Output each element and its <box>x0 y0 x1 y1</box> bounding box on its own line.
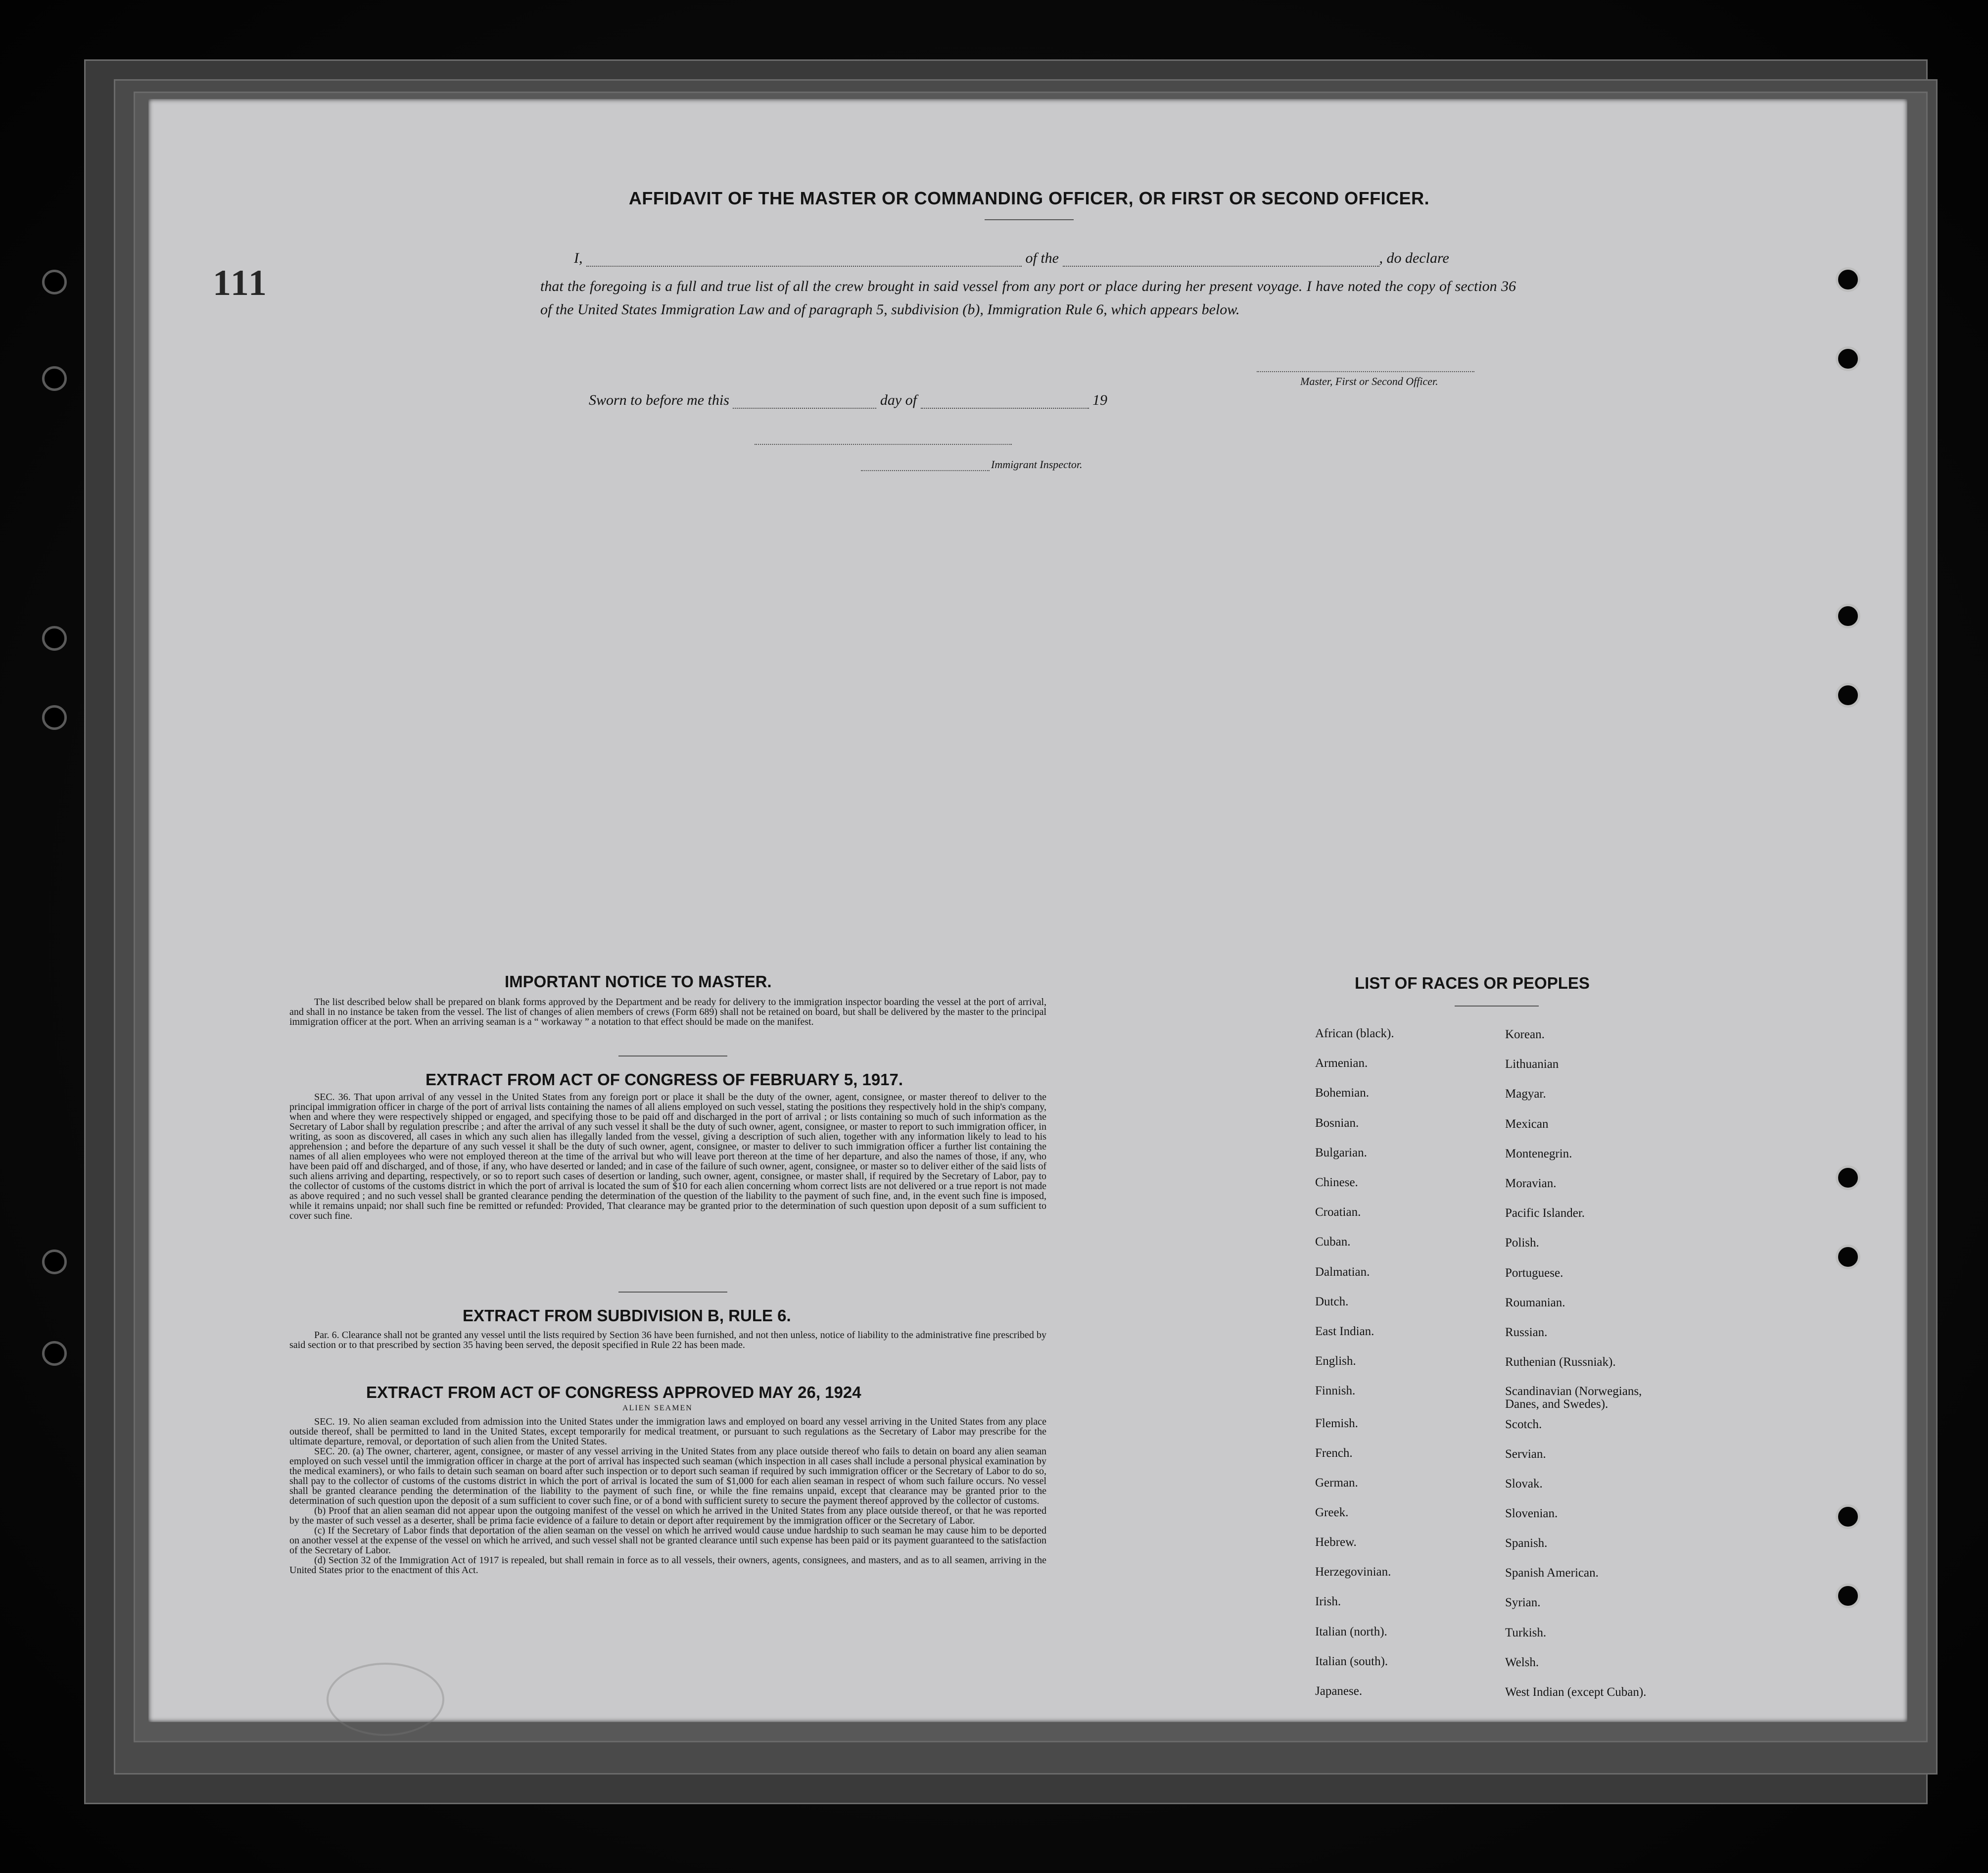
race-item: Lithuanian <box>1505 1057 1559 1071</box>
binder-hole <box>1836 346 1860 371</box>
race-item: Bosnian. <box>1315 1116 1359 1130</box>
sworn-line <box>589 392 1107 409</box>
race-item: Dutch. <box>1315 1295 1349 1308</box>
notice-text <box>289 997 1046 1027</box>
race-item: Italian (north). <box>1315 1625 1387 1638</box>
binder-hole <box>1836 267 1860 292</box>
extract-1924-paragraph: SEC. 19. No alien seaman excluded from admission into the United States under the immigration laws and employed on board any vessel arriving in the United States from any place outside thereof, shall be permitted to land in the United States, except temporarily for medical treatment, or pursuant to such regulations as the Secretary of Labor may prescribe for the ultimate departure, removal, or deportation of such alien from the United States. <box>289 1416 1046 1447</box>
binder-hole <box>1836 1245 1860 1269</box>
race-item: African (black). <box>1315 1027 1394 1040</box>
extract-1924-paragraph: (d) Section 32 of the Immigration Act of 1917 is repealed, but shall remain in force as to all vessels, their owners, agents, consignees, and masters, and as to all seamen, arriving in the United States prior to the enactment of this Act. <box>289 1555 1046 1576</box>
race-item: West Indian (except Cuban). <box>1505 1685 1647 1699</box>
races-title: LIST OF RACES OR PEOPLES <box>1355 974 1590 992</box>
day-of-label: day of <box>880 392 917 408</box>
name-blank <box>586 252 1022 267</box>
race-item: Welsh. <box>1505 1656 1539 1669</box>
race-item: Cuban. <box>1315 1235 1351 1249</box>
affidavit-declare-line <box>574 250 1449 267</box>
extract-1924-title: EXTRACT FROM ACT OF CONGRESS APPROVED MAY 26, 1924 <box>366 1383 861 1401</box>
binder-hole <box>1836 683 1860 708</box>
race-item: Dalmatian. <box>1315 1265 1370 1279</box>
race-item: Moravian. <box>1505 1177 1557 1190</box>
race-item: Chinese. <box>1315 1176 1358 1189</box>
notice-title: IMPORTANT NOTICE TO MASTER. <box>505 972 772 991</box>
extract-1924-paragraph: (c) If the Secretary of Labor finds that deportation of the alien seaman on the vessel on which he arrived would cause undue hardship to such seaman he may cause him to be deported on another vessel at the expense of the vessel on which he arrived, and such vessel shall not be granted clearance until such expense has been paid or its payment guaranteed to the satisfaction of the Secretary of Labor. <box>289 1525 1046 1556</box>
race-item: Korean. <box>1505 1028 1545 1041</box>
affidavit-title: AFFIDAVIT OF THE MASTER OR COMMANDING OFFICER, OR FIRST OR SECOND OFFICER. <box>628 188 1430 208</box>
binder-hole <box>42 705 67 730</box>
race-item: Polish. <box>1505 1236 1539 1249</box>
vessel-blank <box>1063 252 1379 267</box>
race-item: Herzegovinian. <box>1315 1565 1391 1579</box>
notice-paragraph: The list described below shall be prepared on blank forms approved by the Department and be ready for delivery to the immigration inspector boarding the vessel at the port of arrival, and shall in no instance be taken from the vessel. The list of changes of alien members of crews (Form 689) shall not be retained on board, but shall be delivered by the master to the principal immigration officer at the port. When an arriving seaman is a “ workaway ” a notation to that effect should be made on the manifest. <box>289 997 1046 1027</box>
binder-hole <box>1836 1165 1860 1190</box>
race-item: German. <box>1315 1476 1358 1489</box>
affidavit-paragraph: that the foregoing is a full and true list of all the crew brought in said vessel from any port or place during her present voyage. I have noted the copy of section 36 of the United States Immigration Law and of paragraph 5, subdivision (b), Immigration Rule 6, which appears below. <box>540 278 1516 318</box>
race-item: Flemish. <box>1315 1417 1358 1430</box>
divider <box>985 219 1074 220</box>
extract-rule6-title: EXTRACT FROM SUBDIVISION B, RULE 6. <box>463 1306 791 1325</box>
extract-rule6-text <box>289 1330 1046 1350</box>
master-signature-line <box>1257 370 1474 372</box>
affidavit-of-the-label: of the <box>1025 250 1059 266</box>
race-item: Bulgarian. <box>1315 1146 1367 1159</box>
extract-1917-title: EXTRACT FROM ACT OF CONGRESS OF FEBRUARY 5, 1917. <box>426 1070 903 1089</box>
affidavit-do-declare-label: , do declare <box>1379 250 1449 266</box>
extract-1924-paragraph: SEC. 20. (a) The owner, charterer, agent, consignee, or master of any vessel arriving in the United States from any place outside thereof who fails to detain on board any alien seaman employed on such vessel until the immigration officer in charge at the port of arrival has inspected such seaman (which inspection in all cases shall include a personal physical examination by the medical examiners), or who fails to detain such seaman on board after such inspection or to deport such seaman if required by such immigration officer or the Secretary of Labor to do so, shall pay to the collector of customs of the customs district in which the port of arrival is located the sum of $1,000 for each alien seaman in respect of whom such failure occurs. No vessel shall be granted clearance pending the determination of the liability to the payment of such fine, or while the fine remains unpaid, except that clearance may be granted prior to the determination of such question upon the deposit of a sum sufficient to cover such fine, or of a bond with sufficient surety to secure the payment thereof approved by the collector of customs. <box>289 1446 1046 1506</box>
extract-1917-text <box>289 1092 1046 1221</box>
binder-hole <box>42 366 67 391</box>
extract-1924-text <box>289 1417 1046 1575</box>
race-item: Scandinavian (Norwegians, Danes, and Swedes). <box>1505 1385 1642 1411</box>
race-item: Spanish American. <box>1505 1566 1599 1580</box>
race-item: Spanish. <box>1505 1537 1548 1550</box>
race-item: Pacific Islander. <box>1505 1206 1585 1220</box>
master-caption: Master, First or Second Officer. <box>1300 375 1438 387</box>
race-item: Hebrew. <box>1315 1536 1357 1549</box>
race-item: Servian. <box>1505 1447 1546 1461</box>
race-item: Croatian. <box>1315 1205 1361 1219</box>
binder-hole <box>42 1249 67 1274</box>
extract-1924-paragraph: (b) Proof that an alien seaman did not appear upon the outgoing manifest of the vessel on which he arrived in the United States from any place outside thereof, or that he was reported by the master of such vessel as a deserter, shall be prima facie evidence of a failure to detain or deport after requirement by the immigration officer or the Secretary of Labor. <box>289 1505 1046 1526</box>
race-item: Portuguese. <box>1505 1266 1563 1280</box>
binder-hole <box>1836 604 1860 628</box>
race-item: Turkish. <box>1505 1626 1547 1639</box>
extract-1917-paragraph: SEC. 36. That upon arrival of any vessel in the United States from any foreign port or place it shall be the duty of the owner, agent, consignee, or master thereof to deliver to the principal immigration officer in charge of the port of arrival lists containing the names of all aliens employed on such vessel, stating the positions they respectively hold in the ship's company, when and where they were respectively shipped or engaged, and specifying those to be paid off and discharged in the port of arrival ; or lists containing so much of such information as the Secretary of Labor shall by regulation prescribe ; and after the arrival of any such vessel it shall be the duty of such owner, agent, consignee, or master to report to such immigration officer, in writing, as soon as discovered, all cases in which any such alien has illegally landed from the vessel, giving a description of such alien, together with any information likely to lead to his apprehension ; and before the departure of any such vessel it shall be the duty of such owner, agent, consignee, or master to deliver to such immigration officer a further list containing the names of all alien employees who were not employed thereon at the time of the arrival but who will leave port thereon at the time of her departure, and also the names of those, if any, who have been paid off and discharged, and of those, if any, who have deserted or landed; and in case of the failure of such owner, agent, consignee, or master so to deliver either of the said lists of such aliens arriving and departing, respectively, or so to report such cases of desertion or landing, such owner, agent, consignee, or master shall, if required by the Secretary of Labor, pay to the collector of customs of the customs district in which the port of arrival is located the sum of $10 for each alien concerning whom correct lists are not delivered or a true report is not made as above required ; and no such vessel shall be granted clearance pending the determination of the question of the liability to the payment of such fine, and, in the event such fine is imposed, while it remains unpaid; nor shall such fine be remitted or refunded: Provided, That clearance may be granted prior to the determination of such question upon deposit of a sum sufficient to cover such fine. <box>289 1092 1046 1221</box>
race-item: Syrian. <box>1505 1596 1541 1609</box>
extract-rule6-paragraph: Par. 6. Clearance shall not be granted any vessel until the lists required by Section 36 have been furnished, and not then unless, notice of liability to the administrative fine prescribed by said section or to that prescribed by section 35 having been served, the deposit specified in Rule 22 has been made. <box>289 1330 1046 1350</box>
binder-hole <box>1836 1504 1860 1529</box>
binder-hole <box>42 626 67 651</box>
race-item: Slovenian. <box>1505 1507 1558 1520</box>
race-item: Roumanian. <box>1505 1296 1565 1309</box>
page-number: 111 <box>213 263 268 303</box>
year-prefix: 19 <box>1092 392 1108 408</box>
faded-stamp <box>327 1663 444 1736</box>
divider <box>618 1292 727 1293</box>
sworn-day-blank <box>733 394 876 409</box>
race-item: Mexican <box>1505 1117 1549 1131</box>
race-item: East Indian. <box>1315 1325 1374 1338</box>
inspector-signature-line <box>755 443 1012 445</box>
affidavit-i-label: I, <box>574 250 583 266</box>
race-item: Magyar. <box>1505 1087 1546 1101</box>
binder-hole <box>1836 1584 1860 1608</box>
binder-hole <box>42 270 67 294</box>
sworn-label: Sworn to before me this <box>589 392 729 408</box>
inspector-dotted-lead <box>861 469 990 471</box>
race-item: Bohemian. <box>1315 1086 1370 1100</box>
divider <box>618 1056 727 1057</box>
race-item: Armenian. <box>1315 1057 1368 1070</box>
race-item: Russian. <box>1505 1326 1548 1339</box>
race-item: English. <box>1315 1354 1356 1368</box>
race-item: Finnish. <box>1315 1384 1356 1397</box>
extract-1924-subtitle: ALIEN SEAMEN <box>622 1404 693 1412</box>
race-item: Italian (south). <box>1315 1655 1388 1668</box>
race-item: Ruthenian (Russniak). <box>1505 1355 1616 1369</box>
race-item: Scotch. <box>1505 1418 1542 1431</box>
race-item: French. <box>1315 1446 1353 1460</box>
binder-hole <box>42 1341 67 1366</box>
race-item: Greek. <box>1315 1506 1349 1519</box>
race-item: Japanese. <box>1315 1684 1363 1698</box>
inspector-caption: Immigrant Inspector. <box>991 458 1083 471</box>
race-item: Slovak. <box>1505 1477 1543 1490</box>
race-item: Montenegrin. <box>1505 1147 1572 1160</box>
sworn-month-blank <box>921 394 1089 409</box>
divider <box>1455 1006 1539 1007</box>
race-item: Irish. <box>1315 1595 1341 1608</box>
